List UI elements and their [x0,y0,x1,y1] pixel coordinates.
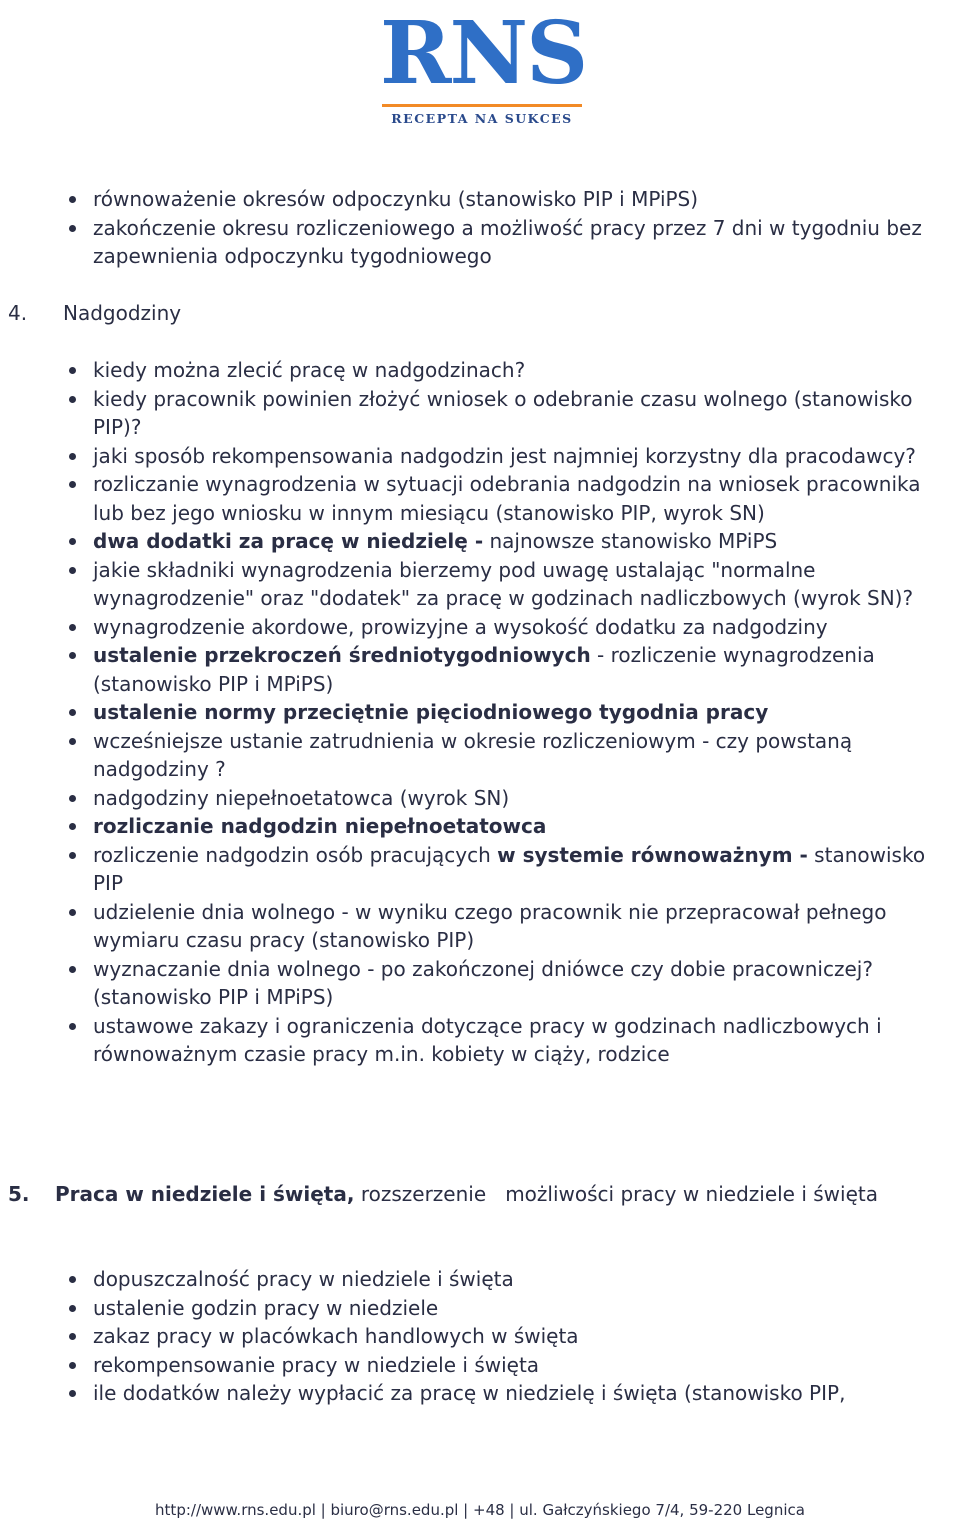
section-heading-sundays-holidays [8,1180,948,1209]
list-item: wynagrodzenie akordowe, prowizyjne a wysokość dodatku za nadgodziny [0,613,960,642]
bullet-icon [69,795,76,802]
bullet-icon [69,453,76,460]
bullet-icon [69,709,76,716]
bullet-icon [69,852,76,859]
list-item: ustawowe zakazy i ograniczenia dotyczące pracy w godzinach nadliczbowych i równoważnym czasie pracy m.in. kobiety w ciąży, rodzice [0,1012,960,1069]
list-item: ile dodatków należy wypłacić za pracę w niedzielę i święta (stanowisko PIP, [0,1379,960,1408]
bullet-icon [69,225,76,232]
rns-logo [380,3,587,140]
list-item: jakie składniki wynagrodzenia bierzemy pod uwagę ustalając "normalne wynagrodzenie" oraz "dodatek" za pracę w godzinach nadliczbowych (wyrok SN)? [0,556,960,613]
bullet-list-overtime [0,356,960,1069]
list-item: kiedy pracownik powinien złożyć wniosek o odebranie czasu wolnego (stanowisko PIP)? [0,385,960,442]
list-item: ustalenie przekroczeń średniotygodniowych - rozliczenie wynagrodzenia (stanowisko PIP i MPiPS) [0,641,960,698]
bullet-icon [69,652,76,659]
logo-subtitle: RECEPTA NA SUKCES [391,111,573,126]
section-title: Nadgodziny [63,301,182,325]
section-number: 4. [8,301,28,325]
bullet-list-rest-periods [0,185,960,271]
bullet-icon [69,823,76,830]
bullet-icon [69,1305,76,1312]
list-item: udzielenie dnia wolnego - w wyniku czego pracownik nie przepracował pełnego wymiaru czasu pracy (stanowisko PIP) [0,898,960,955]
bullet-icon [69,1333,76,1340]
bullet-icon [69,738,76,745]
list-item: zakaz pracy w placówkach handlowych w święta [0,1322,960,1351]
list-item: równoważenie okresów odpoczynku (stanowisko PIP i MPiPS) [0,185,960,214]
bullet-icon [69,966,76,973]
section-title-rest: rozszerzenie możliwości pracy w niedziele i święta [354,1182,878,1206]
bullet-icon [69,367,76,374]
logo-rule [382,104,582,107]
bullet-list-sundays [0,1265,960,1408]
list-item: wcześniejsze ustanie zatrudnienia w okresie rozliczeniowym - czy powstaną nadgodziny ? [0,727,960,784]
logo-text: RNS [380,3,587,104]
list-item: rozliczanie nadgodzin niepełnoetatowca [0,812,960,841]
bullet-icon [69,1023,76,1030]
footer-contact: http://www.rns.edu.pl | biuro@rns.edu.pl | +48 | ul. Gałczyńskiego 7/4, 59-220 Legnica [155,1501,805,1519]
section-heading-overtime [8,299,948,328]
bullet-icon [69,1276,76,1283]
bullet-icon [69,624,76,631]
section-title: Praca w niedziele i święta, [55,1182,355,1206]
list-item: jaki sposób rekompensowania nadgodzin jest najmniej korzystny dla pracodawcy? [0,442,960,471]
bullet-icon [69,1390,76,1397]
list-item: ustalenie normy przeciętnie pięciodniowego tygodnia pracy [0,698,960,727]
list-item: rozliczenie nadgodzin osób pracujących w systemie równoważnym - stanowisko PIP [0,841,960,898]
bullet-icon [69,196,76,203]
bullet-icon [69,396,76,403]
page-footer [0,1500,960,1520]
list-item: ustalenie godzin pracy w niedziele [0,1294,960,1323]
list-item: dwa dodatki za pracę w niedzielę - najnowsze stanowisko MPiPS [0,527,960,556]
list-item: kiedy można zlecić pracę w nadgodzinach? [0,356,960,385]
list-item: dopuszczalność pracy w niedziele i święta [0,1265,960,1294]
list-item: nadgodziny niepełnoetatowca (wyrok SN) [0,784,960,813]
list-item: rekompensowanie pracy w niedziele i święta [0,1351,960,1380]
bullet-icon [69,567,76,574]
bullet-icon [69,481,76,488]
section-number: 5. [8,1182,30,1206]
bullet-icon [69,1362,76,1369]
list-item: zakończenie okresu rozliczeniowego a możliwość pracy przez 7 dni w tygodniu bez zapewnienia odpoczynku tygodniowego [0,214,960,271]
bullet-icon [69,538,76,545]
list-item: wyznaczanie dnia wolnego - po zakończonej dniówce czy dobie pracowniczej? (stanowisko PIP i MPiPS) [0,955,960,1012]
list-item: rozliczanie wynagrodzenia w sytuacji odebrania nadgodzin na wniosek pracownika lub bez jego wniosku w innym miesiącu (stanowisko PIP, wyrok SN) [0,470,960,527]
bullet-icon [69,909,76,916]
